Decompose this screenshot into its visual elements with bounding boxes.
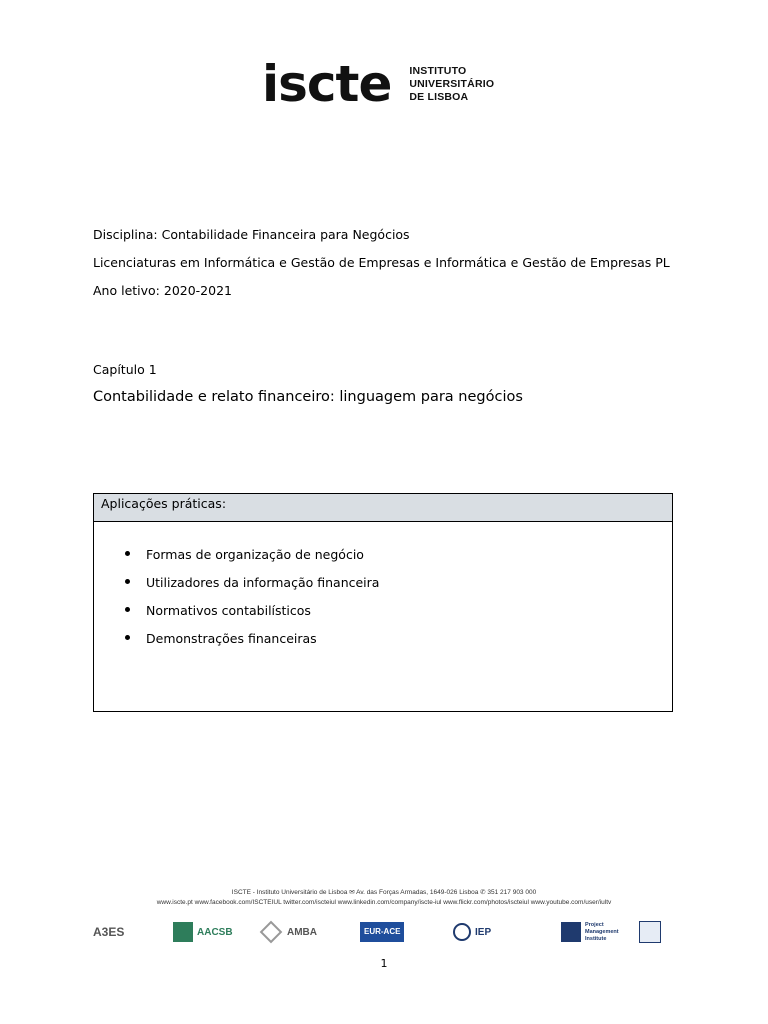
logo-line-3: DE LISBOA — [409, 90, 469, 103]
iscte-logo — [262, 55, 495, 113]
eurace-logo — [360, 918, 404, 946]
bullet-icon — [125, 579, 130, 584]
a3es-label: A3ES — [93, 925, 125, 939]
globe-icon — [453, 923, 471, 941]
year-line: Ano letivo: 2020-2021 — [93, 283, 232, 298]
list-item — [94, 631, 379, 659]
list-item-text: Demonstrações financeiras — [146, 631, 317, 646]
list-item-text: Utilizadores da informação financeira — [146, 575, 380, 590]
iep-label: IEP — [475, 926, 492, 938]
practical-applications-box — [93, 493, 673, 712]
iep-logo — [453, 918, 491, 946]
aacsb-mark-icon — [173, 922, 193, 942]
logo-subtitle — [409, 65, 494, 104]
eurace-label: EUR-ACE — [360, 922, 404, 942]
logo-line-1: INSTITUTO — [409, 64, 467, 77]
diamond-icon — [260, 921, 283, 944]
box-heading: Aplicações práticas: — [94, 494, 672, 522]
list-item-text: Normativos contabilísticos — [146, 603, 311, 618]
discipline-line: Disciplina: Contabilidade Financeira para Negócios — [93, 227, 410, 242]
accreditation-logos — [93, 916, 697, 950]
list-item — [94, 603, 379, 631]
pmi-label: Project Management Institute — [585, 921, 619, 942]
bullet-icon — [125, 607, 130, 612]
pmi-mark-icon — [561, 922, 581, 942]
footer-address: ISCTE - Instituto Universitário de Lisboa ✉ Av. das Forças Armadas, 1649-026 Lisboa ✆ 351 217 903 000 — [231, 889, 537, 896]
bullet-icon — [125, 635, 130, 640]
amba-logo — [263, 918, 317, 946]
list-item — [94, 575, 379, 603]
bullet-icon — [125, 551, 130, 556]
chapter-title: Contabilidade e relato financeiro: linguagem para negócios — [93, 389, 523, 405]
list-item-text: Formas de organização de negócio — [146, 547, 364, 562]
aacsb-label: AACSB — [197, 926, 233, 938]
pmi-logo — [561, 918, 617, 946]
degrees-line: Licenciaturas em Informática e Gestão de Empresas e Informática e Gestão de Empresas PL — [93, 255, 670, 270]
list-item — [94, 547, 379, 575]
amba-label: AMBA — [287, 926, 317, 938]
certification-logo — [639, 918, 665, 946]
aacsb-logo — [173, 918, 233, 946]
page-number: 1 — [380, 957, 388, 970]
chapter-label: Capítulo 1 — [93, 362, 157, 377]
footer-links: www.iscte.pt www.facebook.com/ISCTEIUL twitter.com/iscteiul www.linkedin.com/company/iscte-iul www.flickr.com/photos/iscteiul www.youtube.com/user/iultv — [156, 899, 612, 906]
a3es-logo — [93, 918, 124, 946]
logo-wordmark: iscte — [262, 55, 392, 113]
certification-mark-icon — [639, 921, 661, 943]
applications-list — [94, 547, 379, 659]
logo-line-2: UNIVERSITÁRIO — [409, 77, 495, 90]
